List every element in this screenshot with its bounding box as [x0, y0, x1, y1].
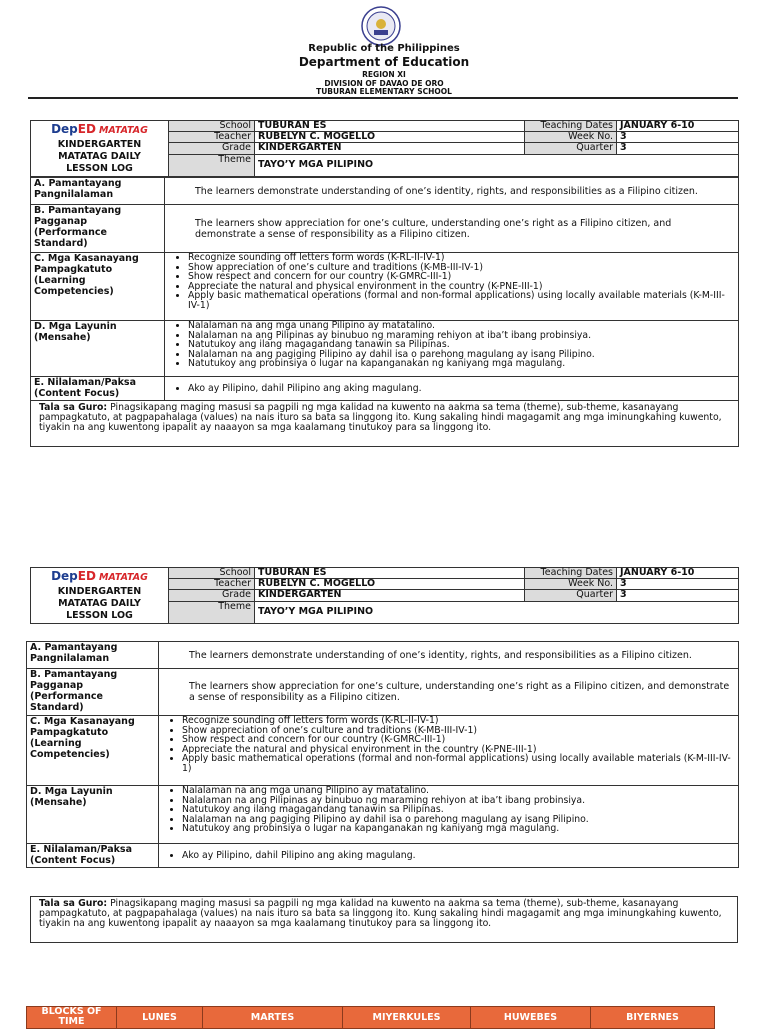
teacher-note-box-2: [30, 896, 738, 943]
theme-value: TAYO’Y MGA PILIPINO: [255, 601, 739, 623]
deped-seal-icon: [358, 6, 404, 46]
col-biyernes: BIYERNES: [591, 1007, 715, 1029]
list-item: • Nalalaman na ang pagiging Pilipino ay dahil isa o parehong magulang ay isang Pilipino.: [182, 815, 735, 825]
quarter-value: 3: [617, 143, 739, 154]
row-b-text: The learners show appreciation for one’s culture, understanding one’s right as a Filipino citizen, and demonstrate a sense of responsibility as a Filipino citizen.: [159, 669, 739, 716]
list-item: • Nalalaman na ang mga unang Pilipino ay matatalino.: [182, 786, 735, 796]
week-label: Week No.: [525, 132, 617, 143]
lesson-log-meta-1: [30, 120, 739, 177]
theme-value: TAYO’Y MGA PILIPINO: [255, 154, 739, 176]
row-a-text: The learners demonstrate understanding of one’s identity, rights, and responsibilities as a Filipino citizen.: [159, 642, 739, 669]
list-item: • Show respect and concern for our country (K-GMRC-III-1): [182, 735, 735, 745]
col-martes: MARTES: [203, 1007, 343, 1029]
division-line: DIVISION OF DAVAO DE ORO: [324, 79, 444, 88]
teacher-label: Teacher: [169, 579, 255, 590]
list-item: • Recognize sounding off letters form words (K-RL-II-IV-1): [188, 253, 735, 263]
list-item: • Natutukoy ang ilang magagandang tanawin sa Pilipinas.: [188, 340, 735, 350]
teacher-value: RUBELYN C. MOGELLO: [255, 579, 525, 590]
lesson-log-meta-2: [30, 567, 739, 624]
list-item: • Nalalaman na ang Pilipinas ay binubuo ng maraming rehiyon at iba’t ibang probinsiya.: [182, 796, 735, 806]
note-label: Tala sa Guro:: [39, 898, 108, 909]
list-item: • Show respect and concern for our country (K-GMRC-III-1): [188, 272, 735, 282]
row-e-label: E. Nilalaman/Paksa (Content Focus): [31, 377, 165, 401]
col-blocks-of-time: BLOCKS OF TIME: [27, 1007, 117, 1029]
note-text: Pinagsikapang maging masusi sa pagpili ng mga kalidad na kuwento na aakma sa tema (theme), sub-theme, kasanayang pampagkatuto, at pagpapahalaga (values) na nais ituro sa bata sa linggong ito. Kung sakaling hindi magagamit ang mga iminungkahing kuwento, tiyakin na ang kuwentong ipapalit ay naaayon sa mga kaalamang tinutukoy para sa linggong ito.: [39, 898, 722, 929]
school-label: School: [169, 121, 255, 132]
list-item: • Ako ay Pilipino, dahil Pilipino ang aking magulang.: [182, 851, 735, 861]
row-c-label: C. Mga Kasanayang Pampagkatuto (Learning Competencies): [31, 253, 165, 321]
week-label: Week No.: [525, 579, 617, 590]
list-item: • Appreciate the natural and physical environment in the country (K-PNE-III-1): [182, 745, 735, 755]
row-b-label: B. Pamantayang Pagganap (Performance Standard): [31, 205, 165, 253]
col-lunes: LUNES: [117, 1007, 203, 1029]
col-huwebes: HUWEBES: [471, 1007, 591, 1029]
deped-matatag-logo: DepED MATATAG KINDERGARTEN MATATAG DAILY LESSON LOG: [31, 568, 169, 624]
theme-label: Theme: [169, 601, 255, 623]
list-item: • Nalalaman na ang Pilipinas ay binubuo ng maraming rehiyon at iba’t ibang probinsiya.: [188, 331, 735, 341]
grade-value: KINDERGARTEN: [255, 590, 525, 601]
header-divider: [28, 97, 738, 99]
list-item: • Natutukoy ang ilang magagandang tanawin sa Pilipinas.: [182, 805, 735, 815]
school-label: School: [169, 568, 255, 579]
schedule-header: [26, 1006, 715, 1029]
teacher-note-1: [31, 401, 739, 447]
teacher-note-2: [31, 897, 738, 943]
row-b-text: The learners show appreciation for one’s culture, understanding one’s right as a Filipino citizen, and demonstrate a sense of responsibility as a Filipino citizen.: [165, 205, 739, 253]
list-item: • Natutukoy ang probinsiya o lugar na kapanganakan ng kaniyang mga magulang.: [188, 359, 735, 369]
republic-line: Republic of the Philippines: [308, 43, 460, 54]
list-item: • Nalalaman na ang mga unang Pilipino ay matatalino.: [188, 321, 735, 331]
lesson-log-body-2: [26, 641, 739, 868]
list-item: • Appreciate the natural and physical environment in the country (K-PNE-III-1): [188, 282, 735, 292]
deped-matatag-logo: DepED MATATAG KINDERGARTEN MATATAG DAILY LESSON LOG: [31, 121, 169, 177]
school-value: TUBURAN ES: [255, 121, 525, 132]
row-c-list: [159, 716, 739, 786]
teacher-value: RUBELYN C. MOGELLO: [255, 132, 525, 143]
region-line: REGION XI: [362, 70, 406, 79]
row-d-label: D. Mga Layunin (Mensahe): [31, 321, 165, 377]
row-c-label: C. Mga Kasanayang Pampagkatuto (Learning Competencies): [27, 716, 159, 786]
week-value: 3: [617, 579, 739, 590]
list-item: • Apply basic mathematical operations (formal and non-formal applications) using locally available materials (K-M-III-IV-1): [182, 754, 735, 773]
teacher-label: Teacher: [169, 132, 255, 143]
grade-label: Grade: [169, 143, 255, 154]
log-title: KINDERGARTEN MATATAG DAILY LESSON LOG: [57, 139, 142, 174]
row-a-label: A. Pamantayang Pangnilalaman: [31, 178, 165, 205]
list-item: • Show appreciation of one’s culture and traditions (K-MB-III-IV-1): [188, 263, 735, 273]
dates-value: JANUARY 6-10: [617, 121, 739, 132]
school-line: TUBURAN ELEMENTARY SCHOOL: [316, 87, 452, 96]
row-e-label: E. Nilalaman/Paksa (Content Focus): [27, 844, 159, 868]
theme-label: Theme: [169, 154, 255, 176]
lesson-log-body-1: [30, 177, 739, 447]
list-item: • Show appreciation of one’s culture and traditions (K-MB-III-IV-1): [182, 726, 735, 736]
note-text: Pinagsikapang maging masusi sa pagpili ng mga kalidad na kuwento na aakma sa tema (theme), sub-theme, kasanayang pampagkatuto, at pagpapahalaga (values) na nais ituro sa bata sa linggong ito. Kung sakaling hindi magagamit ang mga iminungkahing kuwento, tiyakin na ang kuwentong ipapalit ay naaayon sa mga kaalamang tinutukoy para sa linggong ito.: [39, 402, 722, 433]
list-item: • Apply basic mathematical operations (formal and non-formal applications) using locally available materials (K-M-III-IV-1): [188, 291, 735, 310]
list-item: • Recognize sounding off letters form words (K-RL-II-IV-1): [182, 716, 735, 726]
row-d-list: [165, 321, 739, 377]
dates-label: Teaching Dates: [525, 568, 617, 579]
quarter-label: Quarter: [525, 590, 617, 601]
school-value: TUBURAN ES: [255, 568, 525, 579]
row-d-label: D. Mga Layunin (Mensahe): [27, 786, 159, 844]
note-label: Tala sa Guro:: [39, 402, 108, 413]
quarter-value: 3: [617, 590, 739, 601]
week-value: 3: [617, 132, 739, 143]
row-e-list: [165, 377, 739, 401]
dates-value: JANUARY 6-10: [617, 568, 739, 579]
row-e-list: [159, 844, 739, 868]
row-d-list: [159, 786, 739, 844]
department-line: Department of Education: [298, 55, 470, 69]
log-title: KINDERGARTEN MATATAG DAILY LESSON LOG: [57, 586, 142, 621]
col-miyerkules: MIYERKULES: [343, 1007, 471, 1029]
row-a-text: The learners demonstrate understanding of one’s identity, rights, and responsibilities as a Filipino citizen.: [165, 178, 739, 205]
row-c-list: [165, 253, 739, 321]
list-item: • Ako ay Pilipino, dahil Pilipino ang aking magulang.: [188, 384, 735, 394]
quarter-label: Quarter: [525, 143, 617, 154]
row-a-label: A. Pamantayang Pangnilalaman: [27, 642, 159, 669]
dates-label: Teaching Dates: [525, 121, 617, 132]
grade-value: KINDERGARTEN: [255, 143, 525, 154]
grade-label: Grade: [169, 590, 255, 601]
list-item: • Nalalaman na ang pagiging Pilipino ay dahil isa o parehong magulang ay isang Pilipino.: [188, 350, 735, 360]
list-item: • Natutukoy ang probinsiya o lugar na kapanganakan ng kaniyang mga magulang.: [182, 824, 735, 834]
row-b-label: B. Pamantayang Pagganap (Performance Standard): [27, 669, 159, 716]
